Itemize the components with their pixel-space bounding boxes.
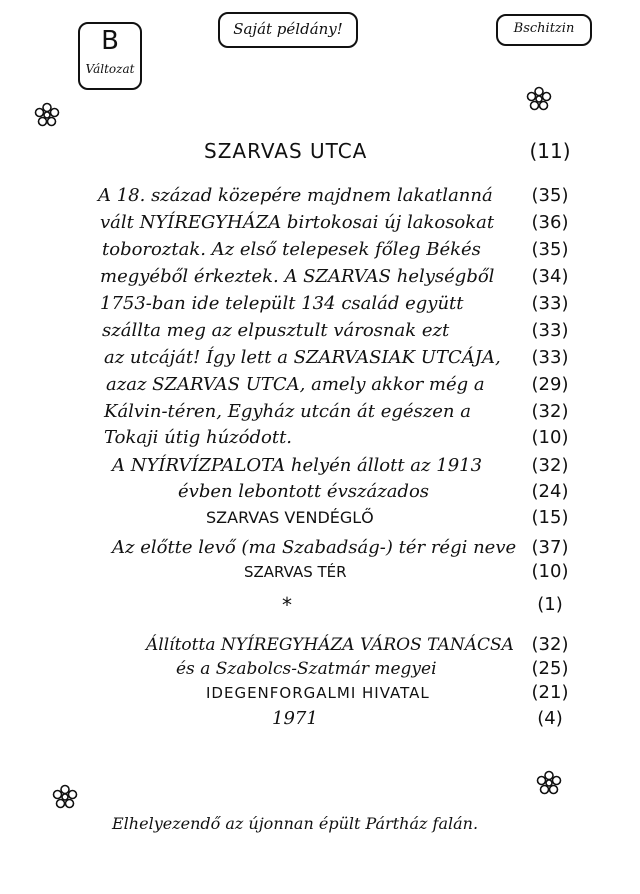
- version-label: Változat: [85, 62, 135, 76]
- text-line: [0, 264, 640, 290]
- line-text: *: [282, 593, 292, 617]
- line-text: az utcáját! Így lett a SZARVASIAK UTCÁJA,: [104, 347, 501, 368]
- title-line: [0, 138, 640, 164]
- flower-icon-bottom-right: [536, 770, 562, 796]
- text-line: [0, 399, 640, 425]
- line-text: SZARVAS TÉR: [244, 563, 347, 581]
- line-count: (33): [531, 320, 569, 341]
- line-text: IDEGENFORGALMI HIVATAL: [206, 684, 430, 702]
- text-line: [0, 680, 640, 706]
- line-count: (33): [531, 293, 569, 314]
- version-box: [78, 22, 142, 90]
- line-count: (37): [531, 537, 569, 558]
- text-line: [0, 535, 640, 561]
- line-count: (35): [531, 239, 569, 260]
- text-line: [0, 656, 640, 682]
- flower-icon-top-right: [526, 86, 552, 112]
- line-count: (32): [531, 634, 569, 655]
- text-line: [0, 706, 640, 732]
- line-count: (34): [531, 266, 569, 287]
- line-text: vált NYÍREGYHÁZA birtokosai új lakosokat: [100, 212, 495, 233]
- line-text: és a Szabolcs-Szatmár megyei: [176, 659, 437, 679]
- line-count: (21): [531, 682, 569, 703]
- own-copy-label: Saját példány!: [233, 20, 343, 38]
- text-line: [0, 559, 640, 585]
- author-sign-box: [496, 14, 592, 46]
- text-line: [0, 318, 640, 344]
- text-line: [0, 183, 640, 209]
- line-count: (10): [531, 561, 569, 582]
- line-text: A NYÍRVÍZPALOTA helyén állott az 1913: [112, 455, 483, 476]
- line-text: SZARVAS VENDÉGLŐ: [206, 508, 374, 527]
- text-line: [0, 210, 640, 236]
- line-count: (24): [531, 481, 569, 502]
- line-text: megyéből érkeztek. A SZARVAS helységből: [100, 266, 495, 287]
- line-text: Tokaji útig húzódott.: [104, 427, 293, 448]
- line-text: toboroztak. Az első telepesek főleg Békés: [102, 239, 481, 260]
- line-count: (29): [531, 374, 569, 395]
- line-text: 1753-ban ide települt 134 család együtt: [100, 293, 464, 314]
- flower-icon-top-left: [34, 102, 60, 128]
- line-text: szállta meg az elpusztult városnak ezt: [102, 320, 450, 341]
- line-text: azaz SZARVAS UTCA, amely akkor még a: [106, 374, 485, 395]
- line-count: (35): [531, 185, 569, 206]
- line-text: Állította NYÍREGYHÁZA VÁROS TANÁCSA: [146, 635, 514, 655]
- text-line: [0, 237, 640, 263]
- line-count: (25): [531, 658, 569, 679]
- author-signature: Bschitzin: [513, 21, 575, 36]
- title-letter-count: (11): [529, 139, 571, 163]
- text-line: [0, 425, 640, 451]
- line-text: Kálvin-téren, Egyház utcán át egészen a: [104, 401, 471, 422]
- page-title: SZARVAS UTCA: [204, 139, 368, 163]
- text-line: [0, 453, 640, 479]
- version-letter: B: [101, 26, 119, 56]
- flower-icon-bottom-left: [52, 784, 78, 810]
- own-copy-box: [218, 12, 358, 48]
- line-text: A 18. század közepére majdnem lakatlanná: [98, 185, 493, 206]
- text-line: [0, 345, 640, 371]
- line-count: (33): [531, 347, 569, 368]
- line-text: 1971: [272, 708, 318, 729]
- line-count: (1): [537, 594, 563, 615]
- text-line: [0, 291, 640, 317]
- text-line: [0, 372, 640, 398]
- text-line: [0, 592, 640, 618]
- footer-note: Elhelyezendő az újonnan épült Pártház falán.: [112, 814, 479, 833]
- line-count: (4): [537, 708, 563, 729]
- line-text: évben lebontott évszázados: [178, 481, 430, 502]
- line-text: Az előtte levő (ma Szabadság-) tér régi neve: [112, 537, 517, 558]
- line-count: (32): [531, 401, 569, 422]
- line-count: (10): [531, 427, 569, 448]
- line-count: (36): [531, 212, 569, 233]
- line-count: (32): [531, 455, 569, 476]
- line-count: (15): [531, 507, 569, 528]
- text-line: [0, 632, 640, 658]
- text-line: [0, 505, 640, 531]
- text-line: [0, 479, 640, 505]
